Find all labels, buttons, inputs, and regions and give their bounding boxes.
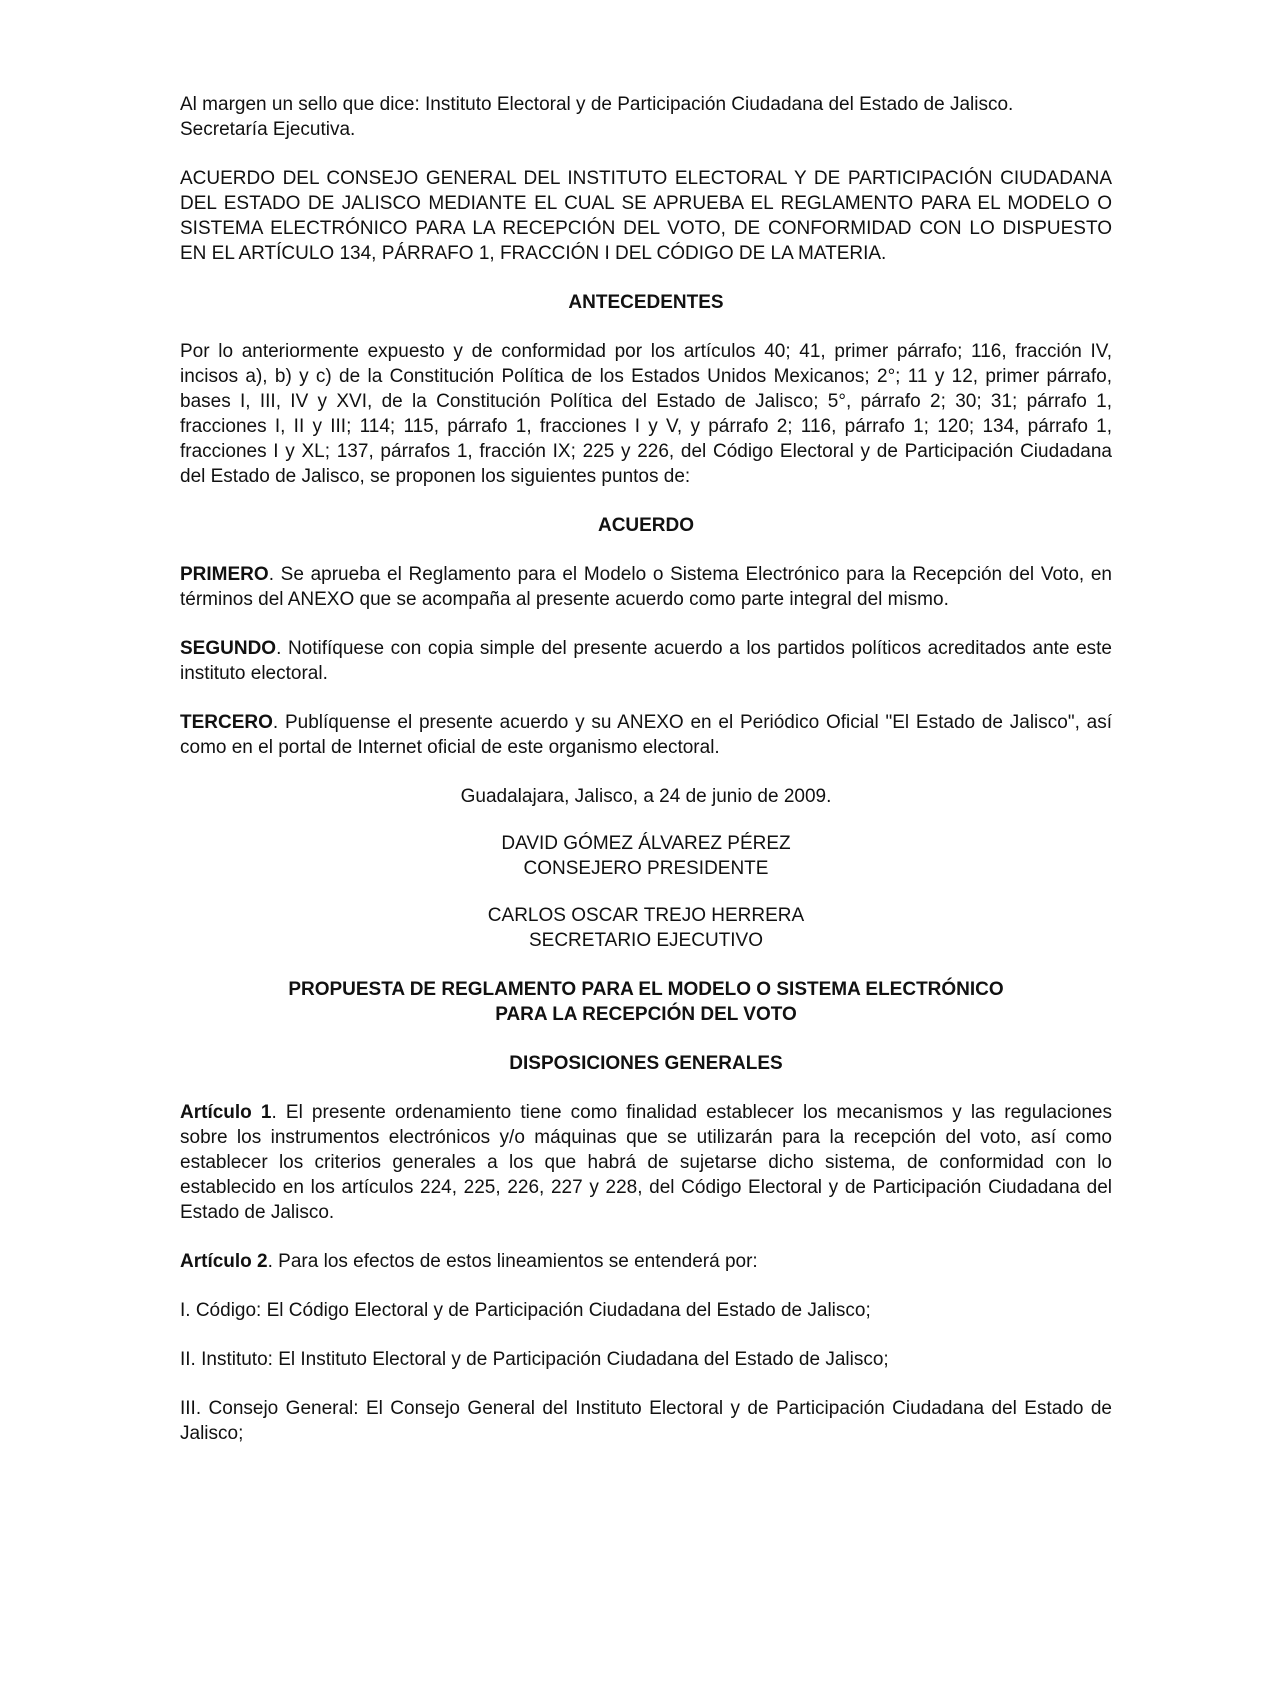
place-date: Guadalajara, Jalisco, a 24 de junio de 2009.: [460, 786, 832, 807]
antecedentes-heading: ANTECEDENTES: [568, 292, 724, 313]
secretary-name: CARLOS OSCAR TREJO HERRERA: [487, 905, 805, 926]
article-1-label: Artículo 1: [180, 1102, 272, 1123]
president-name: DAVID GÓMEZ ÁLVAREZ PÉREZ: [501, 833, 791, 854]
segundo-label: SEGUNDO: [180, 638, 277, 659]
resolution-tercero: [180, 710, 1112, 760]
article-2-text: . Para los efectos de estos lineamientos se entenderá por:: [267, 1251, 758, 1272]
antecedentes-text: Por lo anteriormente expuesto y de conformidad por los artículos 40; 41, primer párrafo; 116, fracción IV, incisos a), b) y c) de la Constitución Política de los Estados Unidos Mexicanos; 2°; 11 y 12, primer párrafo, bases I, III, IV y XVI, de la Constitución Política del Estado de Jalisco; 5°, párrafo 2; 30; 31; párrafo 1, fracciones I, II y III; 114; 115, párrafo 1, fracciones I y V, y párrafo 2; 116, párrafo 1; 120; 134, párrafo 1, fracciones I y XL; 137, párrafos 1, fracción IX; 225 y 226, del Código Electoral y de Participación Ciudadana del Estado de Jalisco, se proponen los siguientes puntos de:: [180, 341, 1112, 487]
proposal-line-1: PROPUESTA DE REGLAMENTO PARA EL MODELO O SISTEMA ELECTRÓNICO: [288, 979, 1004, 1000]
proposal-line-2: PARA LA RECEPCIÓN DEL VOTO: [495, 1004, 797, 1025]
tercero-label: TERCERO: [180, 712, 273, 733]
primero-label: PRIMERO: [180, 564, 269, 585]
margin-note: [180, 92, 1112, 142]
definition-item-2: II. Instituto: El Instituto Electoral y de Participación Ciudadana del Estado de Jalisco;: [180, 1349, 889, 1370]
acuerdo-heading: ACUERDO: [597, 515, 695, 536]
proposal-heading: [180, 977, 1112, 1027]
president-signature: [180, 831, 1112, 881]
secretary-title: SECRETARIO EJECUTIVO: [528, 930, 763, 951]
disposiciones-heading: DISPOSICIONES GENERALES: [509, 1053, 783, 1074]
agreement-title: ACUERDO DEL CONSEJO GENERAL DEL INSTITUTO ELECTORAL Y DE PARTICIPACIÓN CIUDADANA DEL ESTADO DE JALISCO MEDIANTE EL CUAL SE APRUEBA EL REGLAMENTO PARA EL MODELO O SISTEMA ELECTRÓNICO PARA LA RECEPCIÓN DEL VOTO, DE CONFORMIDAD CON LO DISPUESTO EN EL ARTÍCULO 134, PÁRRAFO 1, FRACCIÓN I DEL CÓDIGO DE LA MATERIA.: [180, 168, 1112, 264]
article-2: [180, 1249, 1112, 1274]
article-1: [180, 1100, 1112, 1225]
secretary-signature: [180, 903, 1112, 953]
resolution-segundo: [180, 636, 1112, 686]
article-2-label: Artículo 2: [180, 1251, 268, 1272]
segundo-text: . Notifíquese con copia simple del presente acuerdo a los partidos políticos acreditados ante este instituto electoral.: [180, 638, 1112, 684]
resolution-primero: [180, 562, 1112, 612]
tercero-text: . Publíquense el presente acuerdo y su ANEXO en el Periódico Oficial "El Estado de Jalisco", así como en el portal de Internet oficial de este organismo electoral.: [180, 712, 1112, 758]
president-title: CONSEJERO PRESIDENTE: [523, 858, 769, 879]
definition-item-1: I. Código: El Código Electoral y de Participación Ciudadana del Estado de Jalisco;: [180, 1300, 871, 1321]
margin-note-line-1: Al margen un sello que dice: Instituto Electoral y de Participación Ciudadana del Estado de Jalisco.: [180, 94, 1014, 115]
margin-note-line-2: Secretaría Ejecutiva.: [180, 119, 356, 140]
article-1-text: . El presente ordenamiento tiene como finalidad establecer los mecanismos y las regulaciones sobre los instrumentos electrónicos y/o máquinas que se utilizarán para la recepción del voto, así como establecer los criterios generales a los que habrá de sujetarse dicho sistema, de conformidad con lo establecido en los artículos 224, 225, 226, 227 y 228, del Código Electoral y de Participación Ciudadana del Estado de Jalisco.: [180, 1102, 1112, 1223]
document-page: [180, 92, 1112, 1446]
primero-text: . Se aprueba el Reglamento para el Modelo o Sistema Electrónico para la Recepción del Voto, en términos del ANEXO que se acompaña al presente acuerdo como parte integral del mismo.: [180, 564, 1112, 610]
definition-item-3: III. Consejo General: El Consejo General del Instituto Electoral y de Participación Ciudadana del Estado de Jalisco;: [180, 1398, 1112, 1444]
